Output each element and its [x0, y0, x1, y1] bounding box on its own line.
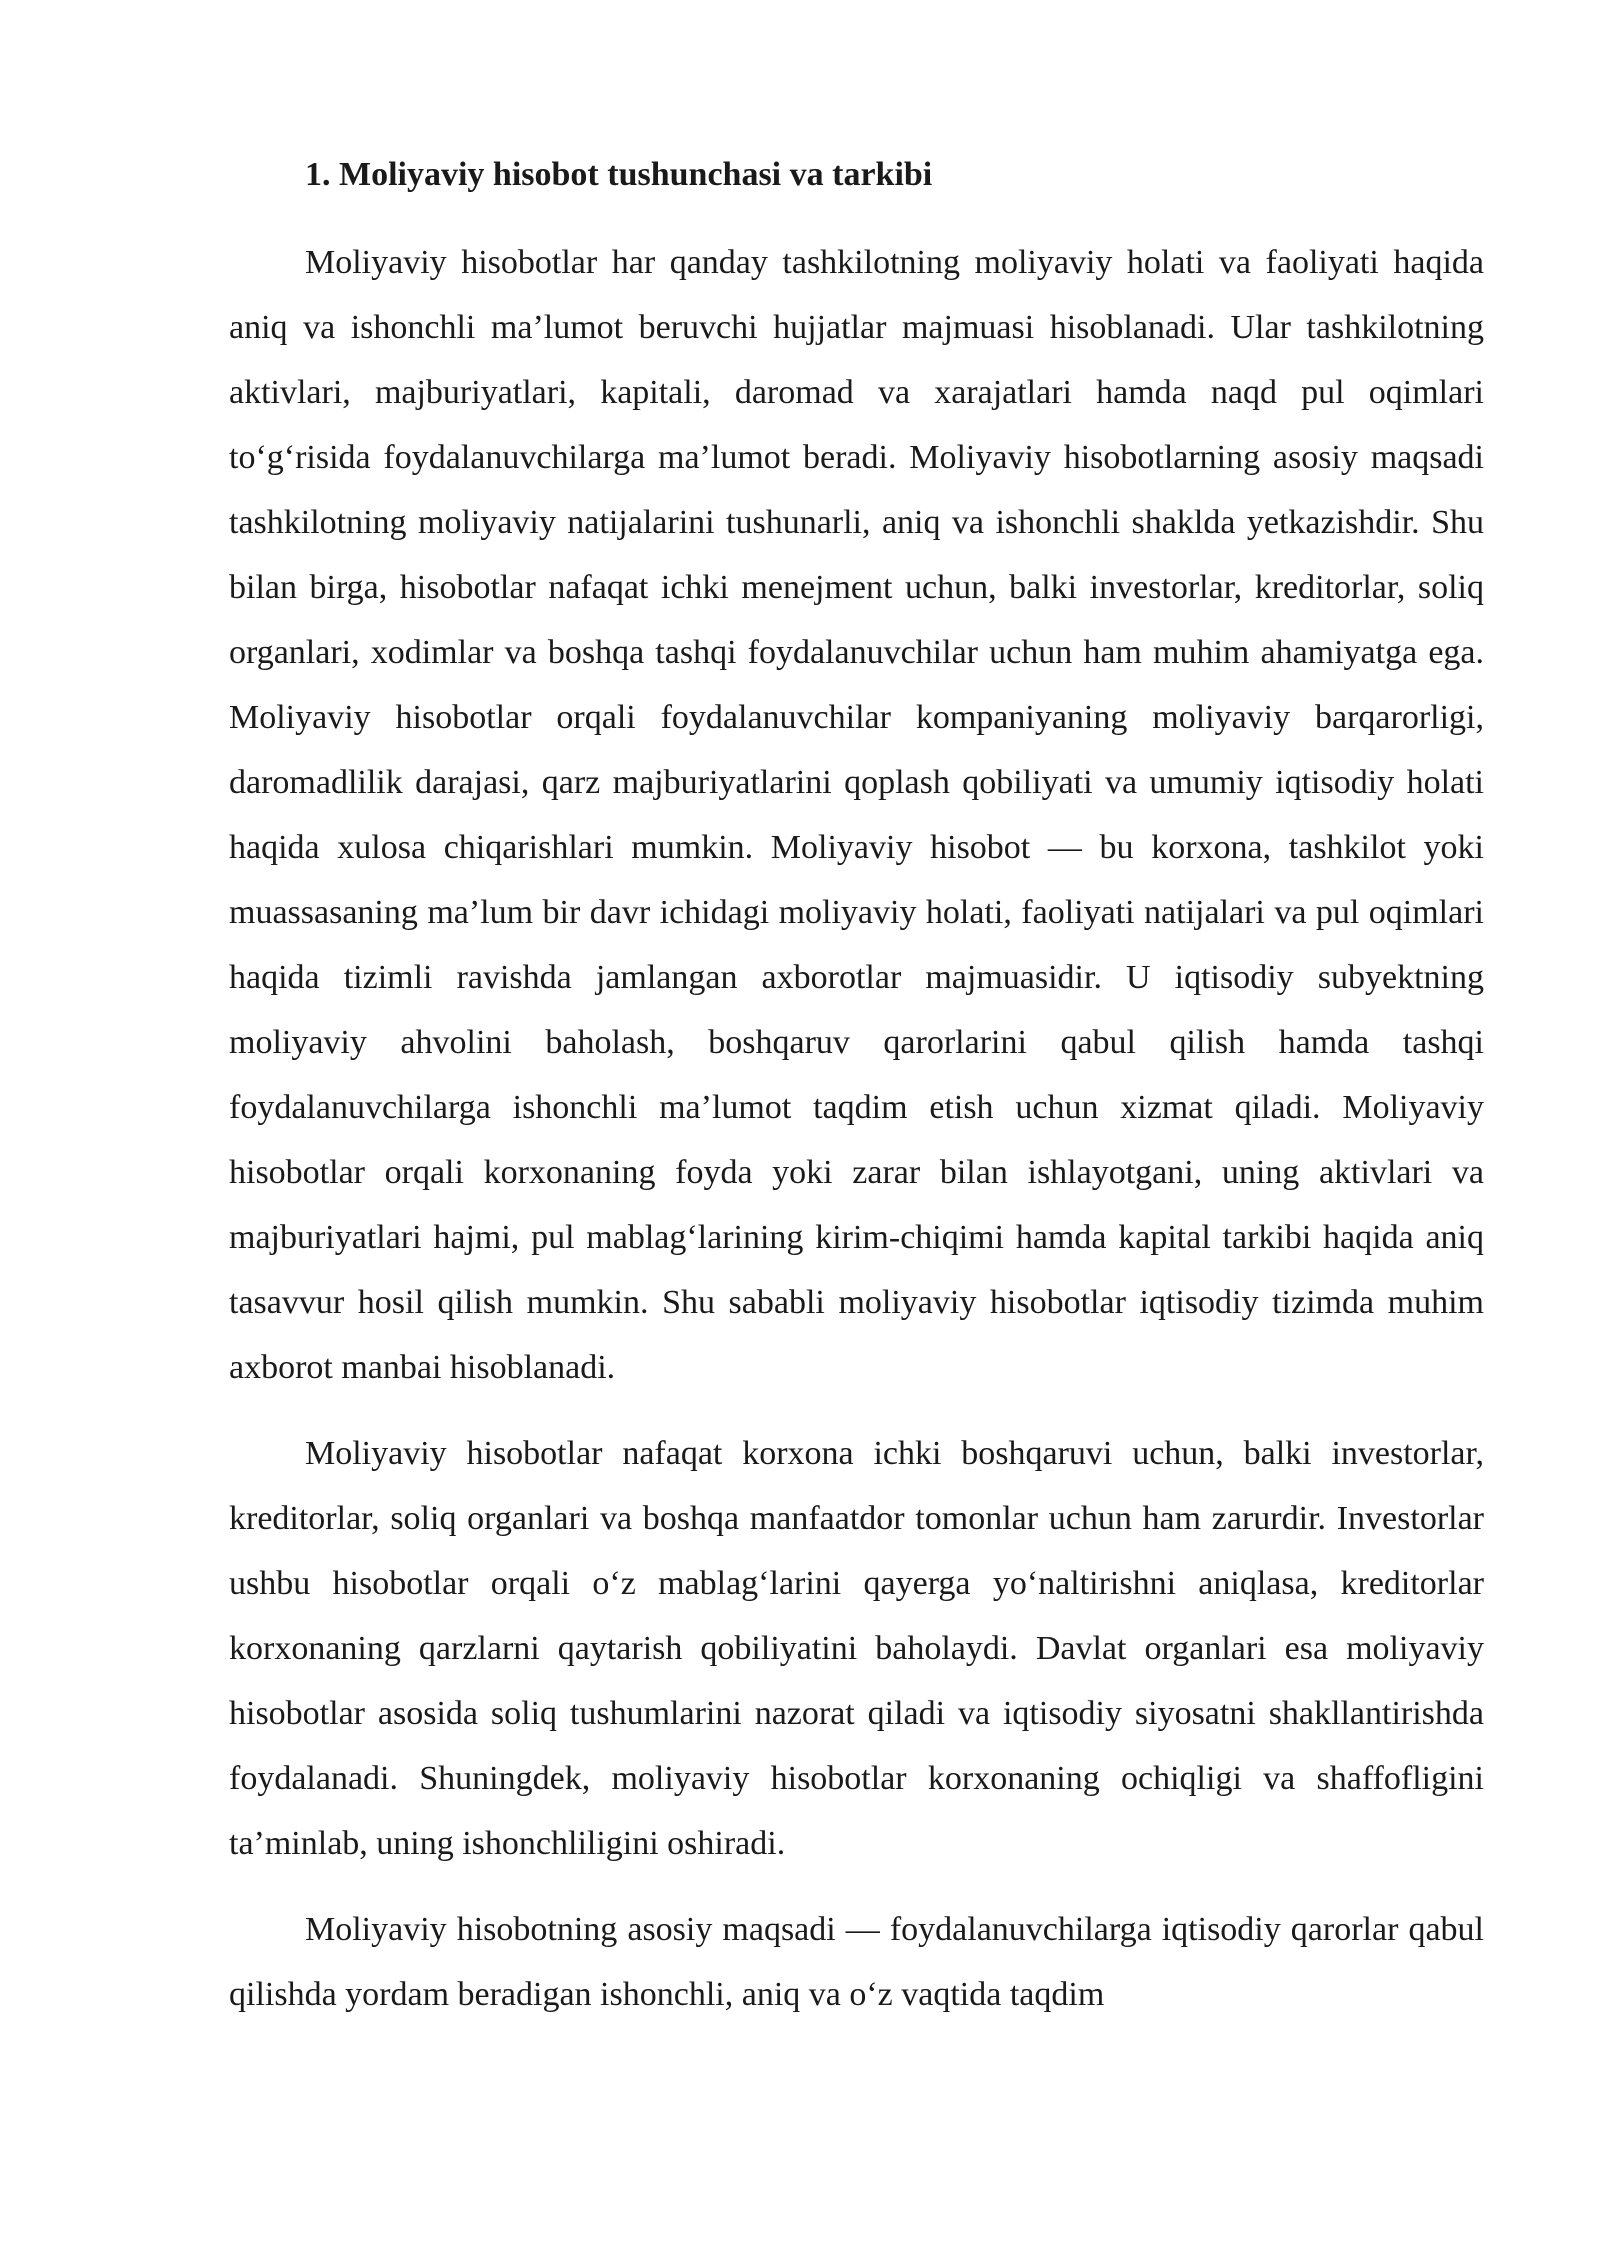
document-body	[229, 150, 1484, 2048]
paragraph-3: Moliyaviy hisobotning asosiy maqsadi — foydalanuvchilarga iqtisodiy qarorlar qabul qilishda yordam beradigan ishonchli, aniq va o‘z vaqtida taqdim	[229, 1911, 1484, 2013]
paragraph-1: Moliyaviy hisobotlar har qanday tashkilotning moliyaviy holati va faoliyati haqida aniq va ishonchli ma’lumot beruvchi hujjatlar majmuasi hisoblanadi. Ular tashkilotning aktivlari, majburiyatlari, kapitali, daromad va xarajatlari hamda naqd pul oqimlari to‘g‘risida foydalanuvchilarga ma’lumot beradi. Moliyaviy hisobotlarning asosiy maqsadi tashkilotning moliyaviy natijalarini tushunarli, aniq va ishonchli shaklda yetkazishdir. Shu bilan birga, hisobotlar nafaqat ichki menejment uchun, balki investorlar, kreditorlar, soliq organlari, xodimlar va boshqa tashqi foydalanuvchilar uchun ham muhim ahamiyatga ega. Moliyaviy hisobotlar orqali foydalanuvchilar kompaniyaning moliyaviy barqarorligi, daromadlilik darajasi, qarz majburiyatlarini qoplash qobiliyati va umumiy iqtisodiy holati haqida xulosa chiqarishlari mumkin. Moliyaviy hisobot — bu korxona, tashkilot yoki muassasaning ma’lum bir davr ichidagi moliyaviy holati, faoliyati natijalari va pul oqimlari haqida tizimli ravishda jamlangan axborotlar majmuasidir. U iqtisodiy subyektning moliyaviy ahvolini baholash, boshqaruv qarorlarini qabul qilish hamda tashqi foydalanuvchilarga ishonchli ma’lumot taqdim etish uchun xizmat qiladi. Moliyaviy hisobotlar orqali korxonaning foyda yoki zarar bilan ishlayotgani, uning aktivlari va majburiyatlari hajmi, pul mablag‘larining kirim-chiqimi hamda kapital tarkibi haqida aniq tasavvur hosil qilish mumkin. Shu sababli moliyaviy hisobotlar iqtisodiy tizimda muhim axborot manbai hisoblanadi.	[229, 244, 1484, 1386]
paragraph-2: Moliyaviy hisobotlar nafaqat korxona ichki boshqaruvi uchun, balki investorlar, kreditorlar, soliq organlari va boshqa manfaatdor tomonlar uchun ham zarurdir. Investorlar ushbu hisobotlar orqali o‘z mablag‘larini qayerga yo‘naltirishni aniqlasa, kreditorlar korxonaning qarzlarni qaytarish qobiliyatini baholaydi. Davlat organlari esa moliyaviy hisobotlar asosida soliq tushumlarini nazorat qiladi va iqtisodiy siyosatni shakllantirishda foydalanadi. Shuningdek, moliyaviy hisobotlar korxonaning ochiqligi va shaffofligini ta’minlab, uning ishonchliligini oshiradi.	[229, 1435, 1484, 1862]
section-heading: 1. Moliyaviy hisobot tushunchasi va tarkibi	[305, 156, 933, 193]
